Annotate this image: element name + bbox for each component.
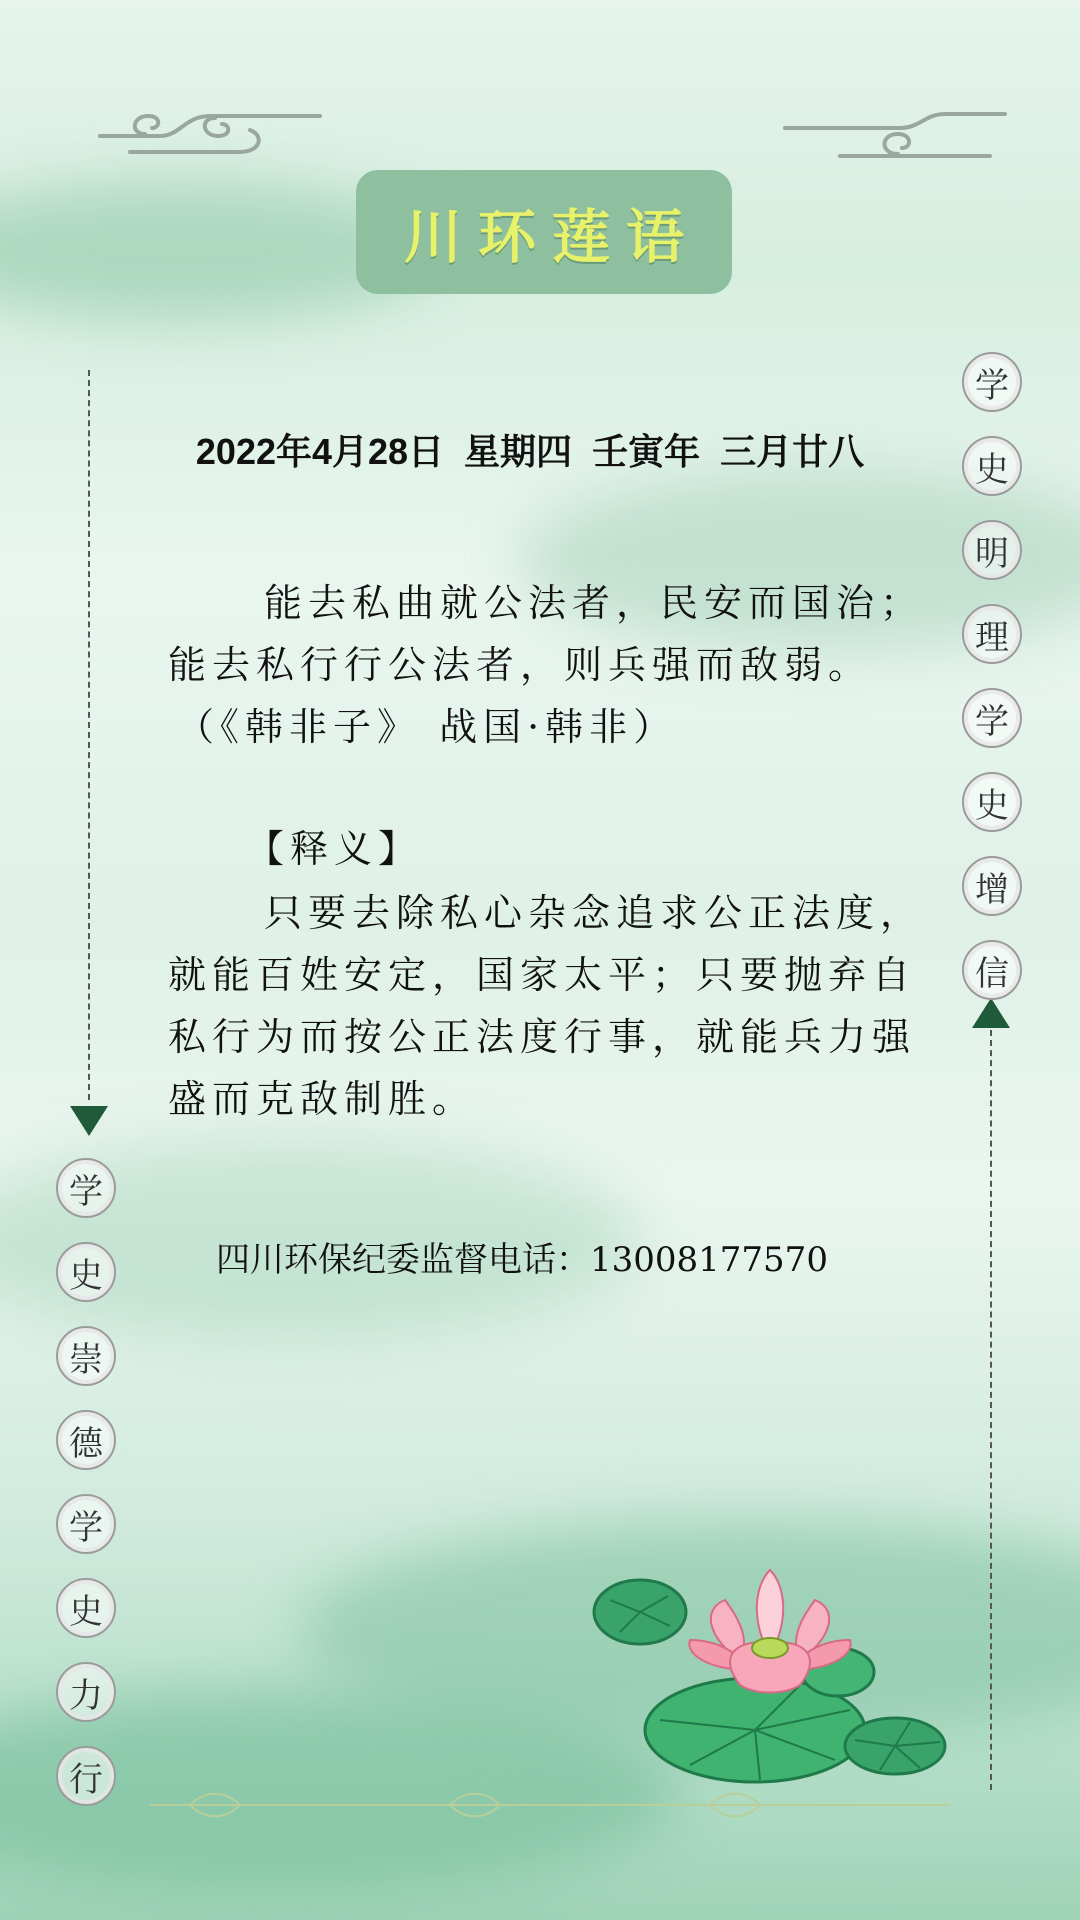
explanation-line: 盛而克敌制胜。 xyxy=(168,1077,477,1121)
motto-char: 力 xyxy=(56,1662,116,1722)
explanation-line: 只要去除私心杂念追求公正法度， xyxy=(264,891,925,935)
explanation-line: 私行为而按公正法度行事，就能兵力强 xyxy=(168,1015,917,1059)
explanation-heading: 【释义】 xyxy=(246,827,423,871)
right-vertical-motto xyxy=(962,352,1022,1024)
motto-char: 增 xyxy=(962,856,1022,916)
left-dashed-line xyxy=(88,370,90,1100)
left-vertical-motto xyxy=(56,1158,116,1830)
triangle-down-icon xyxy=(70,1106,108,1136)
quote-source: （《韩非子》 战国·韩非） xyxy=(176,705,678,749)
motto-char: 史 xyxy=(962,772,1022,832)
lotus-icon xyxy=(590,1560,950,1790)
motto-char: 明 xyxy=(962,520,1022,580)
motto-char: 行 xyxy=(56,1746,116,1806)
date-line: 2022年4月28日 星期四 壬寅年 三月廿八 xyxy=(195,431,865,472)
page-title: 川环莲语 xyxy=(403,203,700,271)
quote-line: 能去私行行公法者，则兵强而敌弱。 xyxy=(168,643,873,687)
bottom-ornament xyxy=(150,1790,950,1820)
motto-char: 学 xyxy=(962,352,1022,412)
quote-line: 能去私曲就公法者，民安而国治； xyxy=(264,581,925,625)
cloud-ornament-icon xyxy=(780,104,1010,174)
explanation-line: 就能百姓安定，国家太平；只要抛弃自 xyxy=(168,953,917,997)
motto-char: 学 xyxy=(962,688,1022,748)
cloud-ornament-icon xyxy=(90,96,330,166)
motto-char: 学 xyxy=(56,1494,116,1554)
lotus-seedpod xyxy=(752,1638,788,1658)
motto-char: 崇 xyxy=(56,1326,116,1386)
motto-char: 史 xyxy=(56,1578,116,1638)
motto-char: 学 xyxy=(56,1158,116,1218)
motto-char: 德 xyxy=(56,1410,116,1470)
motto-char: 史 xyxy=(56,1242,116,1302)
motto-char: 信 xyxy=(962,940,1022,1000)
motto-char: 史 xyxy=(962,436,1022,496)
footer-phone: 四川环保纪委监督电话：13008177570 xyxy=(216,1240,828,1280)
motto-char: 理 xyxy=(962,604,1022,664)
right-dashed-line xyxy=(990,1030,992,1790)
title-panel xyxy=(356,170,732,294)
